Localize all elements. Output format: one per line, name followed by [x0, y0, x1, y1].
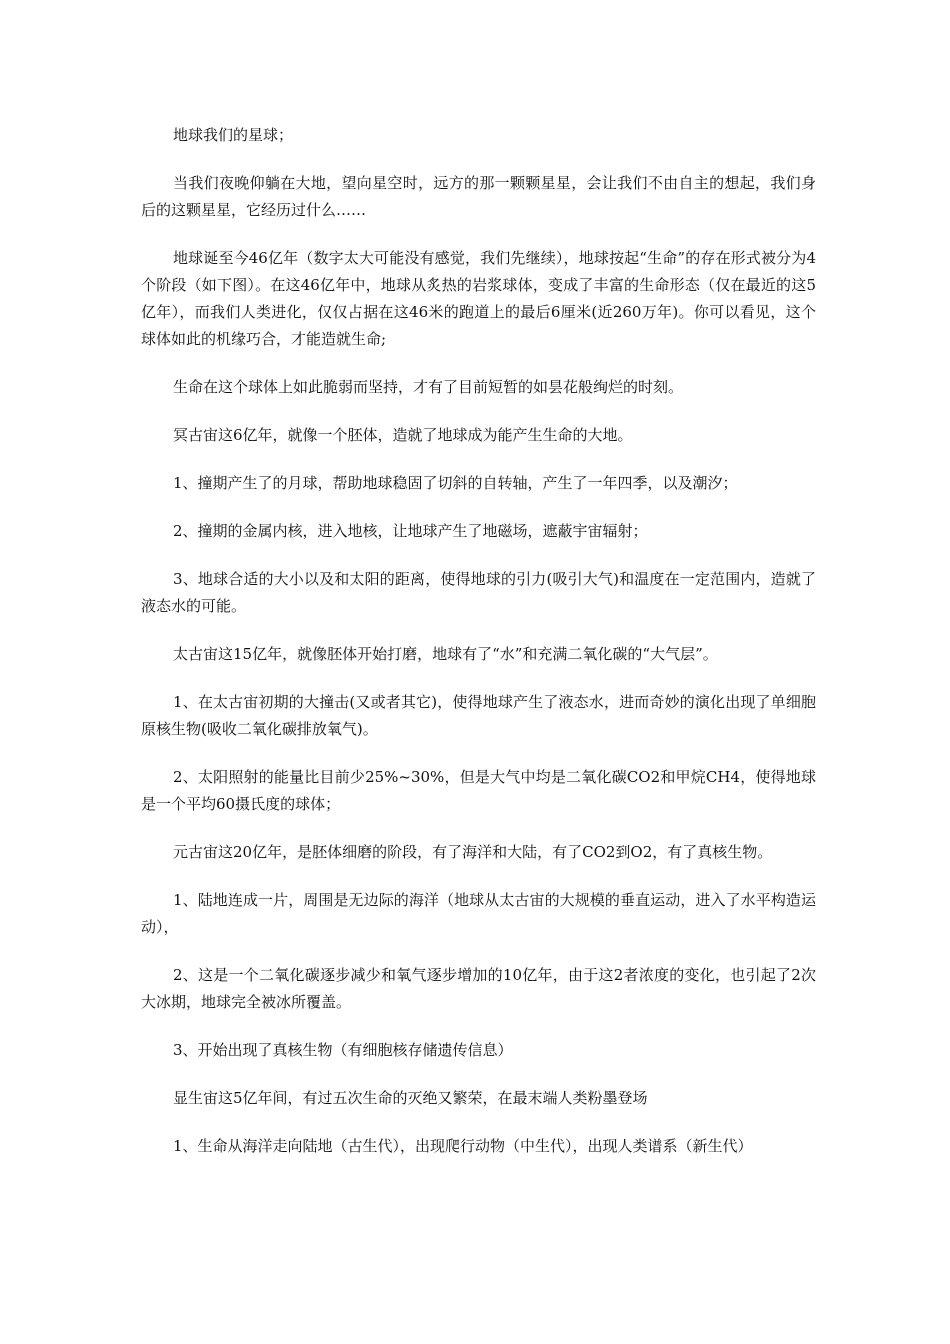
paragraph-title-line: 地球我们的星球；: [173, 126, 294, 144]
paragraph-hadean-item-1: 1、撞期产生了的月球，帮助地球稳固了切斜的自转轴，产生了一年四季，以及潮汐；: [173, 474, 738, 492]
paragraph-life-fragile: 生命在这个球体上如此脆弱而坚持，才有了目前短暂的如昙花般绚烂的时刻。: [173, 378, 684, 396]
paragraph-proterozoic-item-2: 2、这是一个二氧化碳逐步减少和氧气逐步增加的10亿年，由于这2者浓度的变化，也引起了2次大冰期，地球完全被冰所覆盖。: [141, 966, 816, 1011]
document-body: [141, 122, 816, 1181]
paragraph-phanerozoic-item-1: 1、生命从海洋走向陆地（古生代），出现爬行动物（中生代），出现人类谱系（新生代）: [173, 1137, 753, 1155]
paragraph-archean-item-1: 1、在太古宙初期的大撞击(又或者其它)，使得地球产生了液态水，进而奇妙的演化出现了单细胞原核生物(吸收二氧化碳排放氧气)。: [141, 693, 816, 738]
paragraph-phanerozoic-heading: 显生宙这5亿年间，有过五次生命的灭绝又繁荣，在最末端人类粉墨登场: [173, 1089, 648, 1107]
paragraph-earth-age: 地球诞至今46亿年（数字太大可能没有感觉，我们先继续），地球按起“生命”的存在形式被分为4个阶段（如下图）。在这46亿年中，地球从炙热的岩浆球体，变成了丰富的生命形态（仅在最近的这5亿年），而我们人类进化，仅仅占据在这46米的跑道上的最后6厘米(近260万年)。你可以看见，这个球体如此的机缘巧合，才能造就生命;: [141, 249, 816, 348]
paragraph-hadean-heading: 冥古宙这6亿年，就像一个胚体，造就了地球成为能产生生命的大地。: [173, 426, 633, 444]
paragraph-proterozoic-item-3: 3、开始出现了真核生物（有细胞核存储遗传信息）: [173, 1041, 513, 1059]
paragraph-hadean-item-2: 2、撞期的金属内核，进入地核，让地球产生了地磁场，遮蔽宇宙辐射；: [173, 522, 648, 540]
paragraph-proterozoic-item-1: 1、陆地连成一片，周围是无边际的海洋（地球从太古宙的大规模的垂直运动，进入了水平构造运动），: [141, 891, 816, 936]
paragraph-archean-heading: 太古宙这15亿年，就像胚体开始打磨，地球有了“水”和充满二氧化碳的“大气层”。: [173, 645, 718, 663]
paragraph-hadean-item-3: 3、地球合适的大小以及和太阳的距离，使得地球的引力(吸引大气)和温度在一定范围内，造就了液态水的可能。: [141, 570, 816, 615]
paragraph-proterozoic-heading: 元古宙这20亿年，是胚体细磨的阶段，有了海洋和大陆，有了CO2到O2，有了真核生物。: [173, 843, 773, 861]
paragraph-archean-item-2: 2、太阳照射的能量比目前少25%~30%，但是大气中均是二氧化碳CO2和甲烷CH4，使得地球是一个平均60摄氏度的球体；: [141, 768, 816, 813]
paragraph-intro: 当我们夜晚仰躺在大地，望向星空时，远方的那一颗颗星星，会让我们不由自主的想起，我们身后的这颗星星，它经历过什么……: [141, 174, 816, 219]
